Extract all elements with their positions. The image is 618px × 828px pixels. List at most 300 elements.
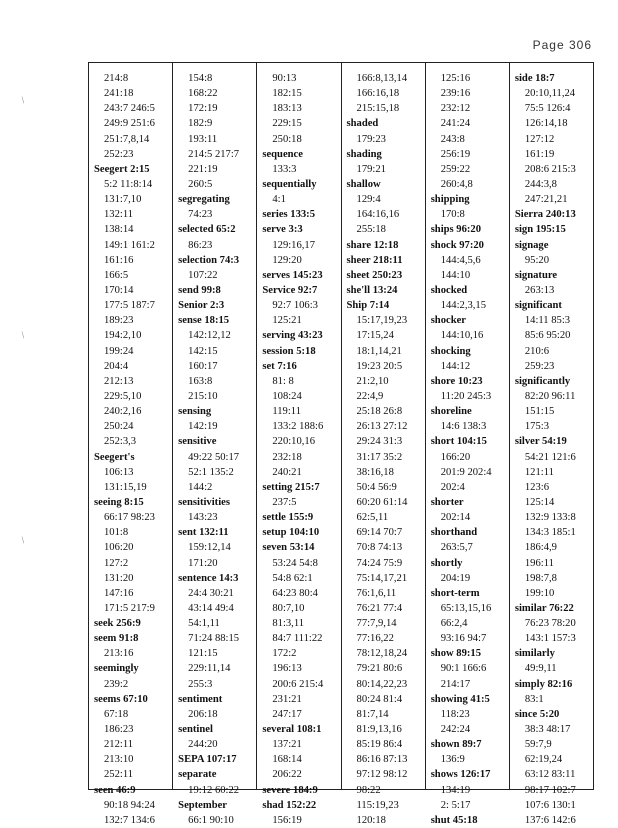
index-reference: 76:23 78:20 — [524, 618, 576, 630]
index-reference: 81: 8 — [272, 375, 294, 387]
index-reference: 171:5 217:9 — [104, 602, 155, 614]
index-reference: 11:20 245:3 — [440, 390, 492, 402]
index-term: ships 96:20 — [430, 224, 482, 236]
index-reference: 66:1 90:10 — [188, 814, 234, 826]
index-column-6 — [509, 63, 593, 826]
index-reference: 84:7 111:22 — [272, 633, 323, 645]
index-reference: 70:8 74:13 — [356, 542, 403, 554]
index-reference: 123:6 — [524, 481, 549, 493]
index-reference: 170:14 — [104, 284, 134, 296]
index-column-3 — [256, 63, 340, 826]
index-term: shocker — [430, 315, 466, 327]
index-reference: 168:14 — [272, 754, 302, 766]
index-term: shorthand — [430, 527, 478, 539]
index-term: serves 145:23 — [262, 269, 323, 281]
index-reference: 50:4 56:9 — [356, 481, 397, 493]
index-term: shocking — [430, 345, 471, 357]
index-reference: 206:18 — [188, 708, 218, 720]
index-column-4 — [341, 63, 425, 826]
index-reference: 80:14,22,23 — [356, 678, 408, 690]
index-reference: 249:9 251:6 — [104, 118, 155, 130]
index-reference: 18:1,14,21 — [356, 345, 402, 357]
index-column-5 — [425, 63, 509, 826]
index-reference: 237:5 — [272, 496, 297, 508]
index-reference: 17:15,24 — [356, 330, 394, 342]
index-reference: 136:9 — [440, 754, 465, 766]
index-term: signage — [514, 239, 549, 251]
index-reference: 202:4 — [440, 481, 465, 493]
index-term: shaded — [346, 118, 379, 130]
index-reference: 196:11 — [524, 557, 554, 569]
index-reference: 14:11 85:3 — [524, 315, 571, 327]
index-term: shortly — [430, 557, 463, 569]
index-reference: 144:2 — [188, 481, 213, 493]
index-reference: 263:5,7 — [440, 542, 473, 554]
index-reference: 59:7,9 — [524, 739, 552, 751]
index-term: setting 215:7 — [262, 481, 320, 493]
index-reference: 75:14,17,21 — [356, 572, 408, 584]
index-term: sent 132:11 — [178, 527, 229, 539]
index-reference: 221:19 — [188, 163, 218, 175]
index-term: sentiment — [178, 693, 223, 705]
index-reference: 166:8,13,14 — [356, 73, 408, 84]
index-term: seem 91:8 — [94, 633, 139, 645]
index-reference: 133:2 188:6 — [272, 421, 324, 433]
index-term: serve 3:3 — [262, 224, 303, 236]
index-reference: 239:16 — [440, 88, 471, 100]
index-reference: 161:19 — [524, 148, 555, 160]
index-term: Service 92:7 — [262, 284, 318, 296]
index-term: segregating — [178, 194, 230, 206]
index-term: sense 18:15 — [178, 315, 230, 327]
index-reference: 98:22 — [356, 784, 381, 796]
index-term: Ship 7:14 — [346, 300, 390, 312]
word-index-grid — [88, 62, 594, 826]
index-reference: 182:15 — [272, 88, 302, 100]
index-reference: 199:10 — [524, 587, 555, 599]
index-term: Sierra 240:13 — [514, 209, 576, 221]
index-reference: 60:20 61:14 — [356, 496, 408, 508]
index-reference: 163:8 — [188, 375, 213, 387]
index-reference: 67:18 — [104, 708, 129, 720]
index-reference: 229:11,14 — [188, 663, 231, 675]
index-term: series 133:5 — [262, 209, 316, 221]
index-reference: 132:9 133:8 — [524, 512, 576, 524]
index-reference: 133:3 — [272, 163, 297, 175]
index-column-1 — [89, 63, 172, 826]
index-reference: 252:3,3 — [104, 436, 137, 448]
index-reference: 175:3 — [524, 421, 549, 433]
index-reference: 2: 5:17 — [440, 799, 471, 811]
index-reference: 97:12 98:12 — [356, 769, 408, 781]
index-reference: 54:1,11 — [188, 618, 220, 630]
index-reference: 77:16,22 — [356, 633, 394, 645]
index-reference: 121:15 — [188, 648, 218, 660]
index-reference: 81:3,11 — [272, 618, 305, 630]
index-reference: 92:7 106:3 — [272, 300, 318, 312]
index-term: sensitive — [178, 436, 217, 448]
index-term: send 99:8 — [178, 284, 221, 296]
index-reference: 132:7 134:6 — [104, 814, 155, 826]
index-term: shallow — [346, 178, 381, 190]
index-term: serving 43:23 — [262, 330, 323, 342]
index-reference: 229:15 — [272, 118, 302, 130]
index-reference: 161:16 — [104, 254, 134, 266]
index-reference: 143:23 — [188, 512, 218, 524]
index-reference: 159:12,14 — [188, 542, 231, 554]
index-reference: 78:12,18,24 — [356, 648, 408, 660]
index-reference: 259:22 — [440, 163, 471, 175]
index-reference: 242:24 — [440, 724, 471, 736]
index-reference: 213:16 — [104, 648, 134, 660]
index-reference: 247:21,21 — [524, 194, 568, 206]
index-reference: 243:8 — [440, 133, 465, 145]
index-reference: 179:21 — [356, 163, 386, 175]
index-reference: 38:16,18 — [356, 466, 394, 478]
index-reference: 200:6 215:4 — [272, 678, 324, 690]
index-reference: 171:20 — [188, 557, 218, 569]
index-reference: 186:4,9 — [524, 542, 557, 554]
index-reference: 240:21 — [272, 466, 302, 478]
index-term: simply 82:16 — [514, 678, 573, 690]
index-term: seven 53:14 — [262, 542, 315, 554]
index-term: seems 67:10 — [94, 693, 148, 705]
index-term: sheer 218:11 — [346, 254, 403, 266]
index-term: short 104:15 — [430, 436, 487, 448]
index-reference: 232:18 — [272, 451, 302, 463]
index-term: September — [178, 799, 228, 811]
index-term: Seegert's — [94, 451, 135, 463]
index-reference: 144:10 — [440, 269, 471, 281]
index-reference: 194:2,10 — [104, 330, 142, 342]
index-term: seek 256:9 — [94, 618, 141, 630]
index-reference: 76:1,6,11 — [356, 587, 397, 599]
index-reference: 125:14 — [524, 496, 555, 508]
index-reference: 204:4 — [104, 360, 129, 372]
index-reference: 240:2,16 — [104, 406, 142, 418]
index-reference: 149:1 161:2 — [104, 239, 155, 251]
index-reference: 164:16,16 — [356, 209, 400, 221]
index-reference: 20:10,11,24 — [524, 88, 576, 100]
index-reference: 65:13,15,16 — [440, 602, 492, 614]
index-term: shorter — [430, 496, 464, 508]
index-reference: 232:12 — [440, 103, 471, 115]
index-reference: 244:3,8 — [524, 178, 557, 190]
index-reference: 63:12 83:11 — [524, 769, 576, 781]
index-reference: 74:24 75:9 — [356, 557, 403, 569]
index-term: selection 74:3 — [178, 254, 240, 266]
index-reference: 80:7,10 — [272, 602, 305, 614]
index-reference: 186:23 — [104, 724, 134, 736]
index-reference: 121:11 — [524, 466, 554, 478]
index-reference: 177:5 187:7 — [104, 300, 155, 312]
index-term: side 18:7 — [514, 73, 555, 84]
index-term: settle 155:9 — [262, 512, 314, 524]
index-reference: 82:20 96:11 — [524, 390, 576, 402]
index-term: show 89:15 — [430, 648, 482, 660]
index-reference: 24:4 30:21 — [188, 587, 234, 599]
margin-tick-mark: / — [19, 330, 28, 341]
index-column-2 — [172, 63, 256, 826]
index-reference: 179:23 — [356, 133, 386, 145]
index-reference: 131:20 — [104, 572, 134, 584]
index-reference: 198:7,8 — [524, 572, 557, 584]
index-reference: 132:11 — [104, 209, 134, 221]
index-reference: 134:19 — [440, 784, 471, 796]
index-reference: 129:4 — [356, 194, 381, 206]
index-reference: 259:23 — [524, 360, 555, 372]
index-reference: 137:21 — [272, 739, 302, 751]
index-reference: 52:1 135:2 — [188, 466, 234, 478]
index-reference: 142:19 — [188, 421, 218, 433]
index-reference: 129:16,17 — [272, 239, 316, 251]
index-reference: 81:7,14 — [356, 708, 389, 720]
index-term: sign 195:15 — [514, 224, 566, 236]
index-term: shoreline — [430, 406, 472, 418]
index-reference: 125:21 — [272, 315, 302, 327]
index-reference: 38:3 48:17 — [524, 724, 571, 736]
index-reference: 252:23 — [104, 148, 134, 160]
index-reference: 193:11 — [188, 133, 218, 145]
index-term: shipping — [430, 194, 470, 206]
index-reference: 252:11 — [104, 769, 134, 781]
index-reference: 263:13 — [524, 284, 555, 296]
index-reference: 125:16 — [440, 73, 471, 84]
index-term: showing 41:5 — [430, 693, 490, 705]
index-reference: 64:23 80:4 — [272, 587, 318, 599]
index-reference: 160:17 — [188, 360, 218, 372]
page-number: Page 306 — [532, 38, 592, 52]
index-reference: 85:6 95:20 — [524, 330, 571, 342]
index-reference: 239:2 — [104, 678, 129, 690]
index-term: set 7:16 — [262, 360, 297, 372]
index-term: SEPA 107:17 — [178, 754, 237, 766]
index-reference: 204:19 — [440, 572, 471, 584]
index-reference: 127:2 — [104, 557, 129, 569]
index-reference: 134:3 185:1 — [524, 527, 576, 539]
index-term: sensing — [178, 406, 212, 418]
index-reference: 260:5 — [188, 178, 213, 190]
index-reference: 166:16,18 — [356, 88, 400, 100]
index-reference: 166:5 — [104, 269, 129, 281]
index-reference: 71:24 88:15 — [188, 633, 240, 645]
index-reference: 83:1 — [524, 693, 544, 705]
index-reference: 54:21 121:6 — [524, 451, 576, 463]
index-reference: 199:24 — [104, 345, 134, 357]
index-reference: 143:1 157:3 — [524, 633, 576, 645]
index-reference: 250:24 — [104, 421, 134, 433]
index-term: share 12:18 — [346, 239, 399, 251]
index-reference: 86:16 87:13 — [356, 754, 408, 766]
index-reference: 241:18 — [104, 88, 134, 100]
index-reference: 144:4,5,6 — [440, 254, 481, 266]
margin-tick-mark: / — [19, 535, 28, 546]
margin-tick-mark: / — [19, 95, 28, 106]
index-term: significantly — [514, 375, 571, 387]
index-term: signature — [514, 269, 558, 281]
index-reference: 251:7,8,14 — [104, 133, 150, 145]
index-reference: 144:2,3,15 — [440, 300, 487, 312]
index-reference: 213:10 — [104, 754, 134, 766]
index-reference: 49:22 50:17 — [188, 451, 240, 463]
index-reference: 126:14,18 — [524, 118, 568, 130]
index-reference: 81:9,13,16 — [356, 724, 402, 736]
index-reference: 129:20 — [272, 254, 302, 266]
index-reference: 151:15 — [524, 406, 555, 418]
index-term: shut 45:18 — [430, 814, 478, 826]
index-reference: 215:10 — [188, 390, 218, 402]
index-reference: 120:18 — [356, 814, 386, 826]
index-reference: 138:14 — [104, 224, 134, 236]
index-reference: 131:15,19 — [104, 481, 147, 493]
index-reference: 69:14 70:7 — [356, 527, 403, 539]
index-reference: 142:15 — [188, 345, 218, 357]
index-term: short-term — [430, 587, 480, 599]
index-reference: 244:20 — [188, 739, 218, 751]
index-reference: 154:8 — [188, 73, 213, 84]
index-reference: 90:18 94:24 — [104, 799, 155, 811]
index-reference: 53:24 54:8 — [272, 557, 318, 569]
index-reference: 119:11 — [272, 406, 301, 418]
index-reference: 214:8 — [104, 73, 129, 84]
index-reference: 90:1 166:6 — [440, 663, 487, 675]
index-reference: 19:12 60:22 — [188, 784, 240, 796]
index-reference: 106:13 — [104, 466, 134, 478]
index-term: seeing 8:15 — [94, 496, 144, 508]
index-term: shore 10:23 — [430, 375, 483, 387]
index-reference: 170:8 — [440, 209, 465, 221]
index-term: seemingly — [94, 663, 139, 675]
index-term: sequence — [262, 148, 303, 160]
index-reference: 29:24 31:3 — [356, 436, 403, 448]
index-reference: 4:1 — [272, 194, 286, 206]
index-reference: 144:12 — [440, 360, 471, 372]
index-term: sheet 250:23 — [346, 269, 403, 281]
index-reference: 156:19 — [272, 814, 302, 826]
index-reference: 19:23 20:5 — [356, 360, 403, 372]
index-reference: 25:18 26:8 — [356, 406, 403, 418]
index-reference: 231:21 — [272, 693, 302, 705]
index-reference: 247:17 — [272, 708, 302, 720]
index-reference: 106:20 — [104, 542, 134, 554]
index-reference: 107:22 — [188, 269, 218, 281]
index-term: shock 97:20 — [430, 239, 484, 251]
index-term: Seegert 2:15 — [94, 163, 150, 175]
index-reference: 214:17 — [440, 678, 471, 690]
index-reference: 256:19 — [440, 148, 471, 160]
index-reference: 137:6 142:6 — [524, 814, 576, 826]
index-term: several 108:1 — [262, 724, 322, 736]
index-reference: 77:7,9,14 — [356, 618, 397, 630]
index-reference: 255:18 — [356, 224, 386, 236]
index-reference: 147:16 — [104, 587, 134, 599]
index-reference: 212:11 — [104, 739, 134, 751]
index-reference: 220:10,16 — [272, 436, 316, 448]
index-term: she'll 13:24 — [346, 284, 398, 296]
index-term: setup 104:10 — [262, 527, 320, 539]
index-reference: 74:23 — [188, 209, 213, 221]
index-reference: 210:6 — [524, 345, 549, 357]
index-reference: 66:17 98:23 — [104, 512, 155, 524]
index-term: shows 126:17 — [430, 769, 491, 781]
index-reference: 189:23 — [104, 315, 134, 327]
index-term: sensitivities — [178, 496, 230, 508]
index-reference: 5:2 11:8:14 — [104, 178, 153, 190]
index-reference: 250:18 — [272, 133, 302, 145]
index-reference: 15:17,19,23 — [356, 315, 408, 327]
index-reference: 172:19 — [188, 103, 218, 115]
index-reference: 229:5,10 — [104, 390, 142, 402]
index-reference: 215:15,18 — [356, 103, 400, 115]
index-reference: 208:6 215:3 — [524, 163, 576, 175]
index-reference: 214:5 217:7 — [188, 148, 240, 160]
index-reference: 243:7 246:5 — [104, 103, 155, 115]
index-reference: 76:21 77:4 — [356, 602, 403, 614]
index-reference: 144:10,16 — [440, 330, 484, 342]
index-reference: 90:13 — [272, 73, 297, 84]
index-reference: 79:21 80:6 — [356, 663, 403, 675]
index-term: significant — [514, 300, 562, 312]
index-reference: 62:19,24 — [524, 754, 563, 766]
index-reference: 22:4,9 — [356, 390, 384, 402]
index-term: session 5:18 — [262, 345, 316, 357]
index-reference: 202:14 — [440, 512, 471, 524]
index-term: silver 54:19 — [514, 436, 567, 448]
index-term: since 5:20 — [514, 708, 560, 720]
index-term: sequentially — [262, 178, 317, 190]
index-reference: 43:14 49:4 — [188, 602, 234, 614]
index-reference: 168:22 — [188, 88, 218, 100]
index-reference: 93:16 94:7 — [440, 633, 487, 645]
index-term: sentinel — [178, 724, 213, 736]
index-term: shad 152:22 — [262, 799, 317, 811]
index-reference: 101:8 — [104, 527, 129, 539]
index-reference: 241:24 — [440, 118, 471, 130]
index-reference: 206:22 — [272, 769, 302, 781]
index-term: Senior 2:3 — [178, 300, 225, 312]
index-term: shown 89:7 — [430, 739, 482, 751]
index-reference: 182:9 — [188, 118, 213, 130]
index-term: shading — [346, 148, 382, 160]
index-reference: 201:9 202:4 — [440, 466, 492, 478]
index-term: similarly — [514, 648, 555, 660]
index-reference: 108:24 — [272, 390, 302, 402]
index-term: sentence 14:3 — [178, 572, 239, 584]
index-reference: 115:19,23 — [356, 799, 399, 811]
index-reference: 54:8 62:1 — [272, 572, 313, 584]
index-reference: 260:4,8 — [440, 178, 473, 190]
index-reference: 14:6 138:3 — [440, 421, 487, 433]
index-term: severe 184:9 — [262, 784, 318, 796]
index-term: separate — [178, 769, 217, 781]
index-reference: 172:2 — [272, 648, 297, 660]
index-reference: 212:13 — [104, 375, 134, 387]
index-reference: 142:12,12 — [188, 330, 231, 342]
index-reference: 66:2,4 — [440, 618, 468, 630]
index-reference: 49:9,11 — [524, 663, 557, 675]
index-reference: 166:20 — [440, 451, 471, 463]
index-term: shocked — [430, 284, 468, 296]
index-reference: 21:2,10 — [356, 375, 389, 387]
index-reference: 118:23 — [440, 708, 470, 720]
index-term: seen 46:9 — [94, 784, 136, 796]
index-reference: 131:7,10 — [104, 194, 142, 206]
index-reference: 98:17 102:7 — [524, 784, 576, 796]
index-reference: 86:23 — [188, 239, 213, 251]
index-reference: 255:3 — [188, 678, 213, 690]
index-reference: 31:17 35:2 — [356, 451, 403, 463]
index-reference: 26:13 27:12 — [356, 421, 408, 433]
